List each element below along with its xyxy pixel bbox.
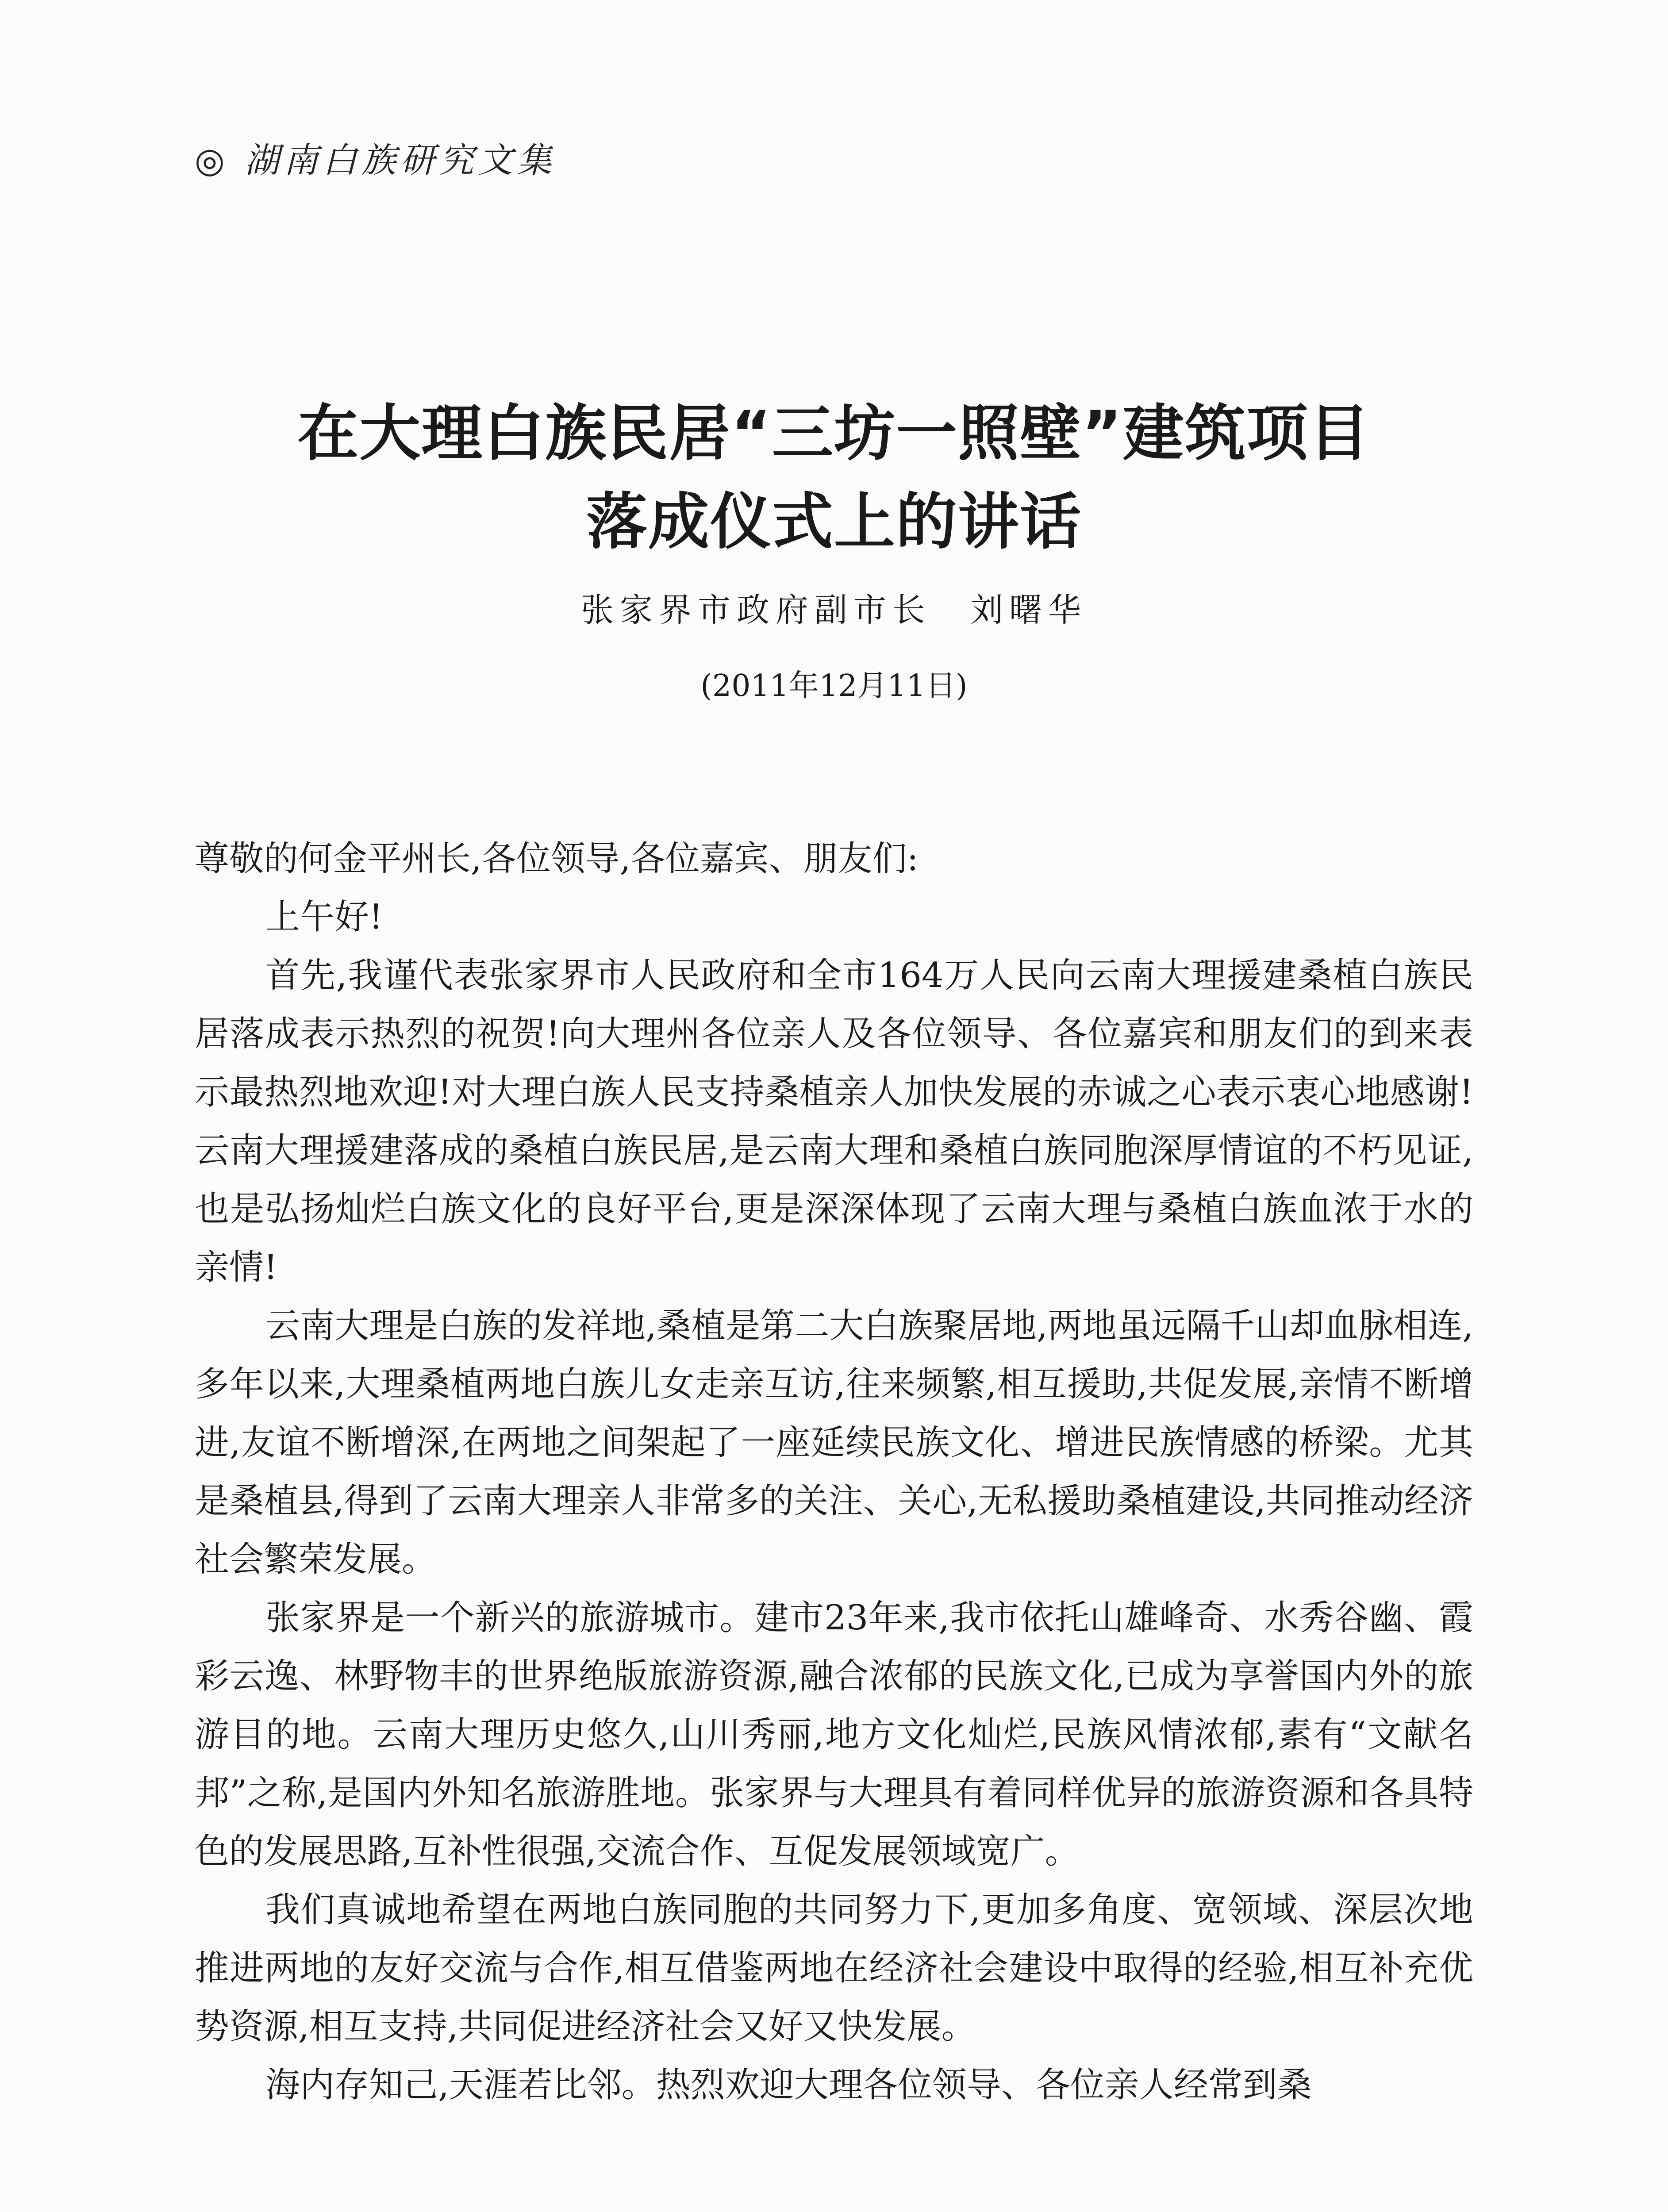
article-title-block	[0, 389, 1668, 705]
paragraph-3: 云南大理是白族的发祥地,桑植是第二大白族聚居地,两地虽远隔千山却血脉相连,多年以来,大理桑植两地白族儿女走亲互访,往来频繁,相互援助,共促发展,亲情不断增进,友谊不断增深,在两地之间架起了一座延续民族文化、增进民族情感的桥梁。尤其是桑植县,得到了云南大理亲人非常多的关注、关心,无私援助桑植建设,共同推动经济社会繁荣发展。	[195, 1306, 1473, 1579]
speech-body	[195, 830, 1473, 2114]
paragraph-6: 海内存知己,天涯若比邻。热烈欢迎大理各位领导、各位亲人经常到桑	[265, 2065, 1312, 2105]
paragraph-5: 我们真诚地希望在两地白族同胞的共同努力下,更加多角度、宽领域、深层次地推进两地的友好交流与合作,相互借鉴两地在经济社会建设中取得的经验,相互补充优势资源,相互支持,共同促进经济社会又好又快发展。	[195, 1890, 1473, 2047]
author-line: 张家界市政府副市长 刘曙华	[581, 591, 1087, 629]
speech-date: (2011年12月11日)	[700, 668, 968, 703]
salutation: 尊敬的何金平州长,各位领导,各位嘉宾、朋友们:	[195, 839, 919, 879]
article-title-line-2: 落成仪式上的讲话	[586, 486, 1082, 557]
article-title-line-1: 在大理白族民居“三坊一照壁”建筑项目	[297, 398, 1371, 469]
book-series-header: ◎ 湖南白族研究文集	[195, 141, 556, 180]
paragraph-2: 首先,我谨代表张家界市人民政府和全市164万人民向云南大理援建桑植白族民居落成表示热烈的祝贺!向大理州各位亲人及各位领导、各位嘉宾和朋友们的到来表示最热烈地欢迎!对大理白族人民支持桑植亲人加快发展的赤诚之心表示衷心地感谢!云南大理援建落成的桑植白族民居,是云南大理和桑植白族同胞深厚情谊的不朽见证,也是弘扬灿烂白族文化的良好平台,更是深深体现了云南大理与桑植白族血浓于水的亲情!	[195, 956, 1473, 1287]
paragraph-4: 张家界是一个新兴的旅游城市。建市23年来,我市依托山雄峰奇、水秀谷幽、霞彩云逸、林野物丰的世界绝版旅游资源,融合浓郁的民族文化,已成为享誉国内外的旅游目的地。云南大理历史悠久,山川秀丽,地方文化灿烂,民族风情浓郁,素有“文献名邦”之称,是国内外知名旅游胜地。张家界与大理具有着同样优异的旅游资源和各具特色的发展思路,互补性很强,交流合作、互促发展领域宽广。	[195, 1598, 1473, 1871]
paragraph-1: 上午好!	[265, 897, 383, 937]
